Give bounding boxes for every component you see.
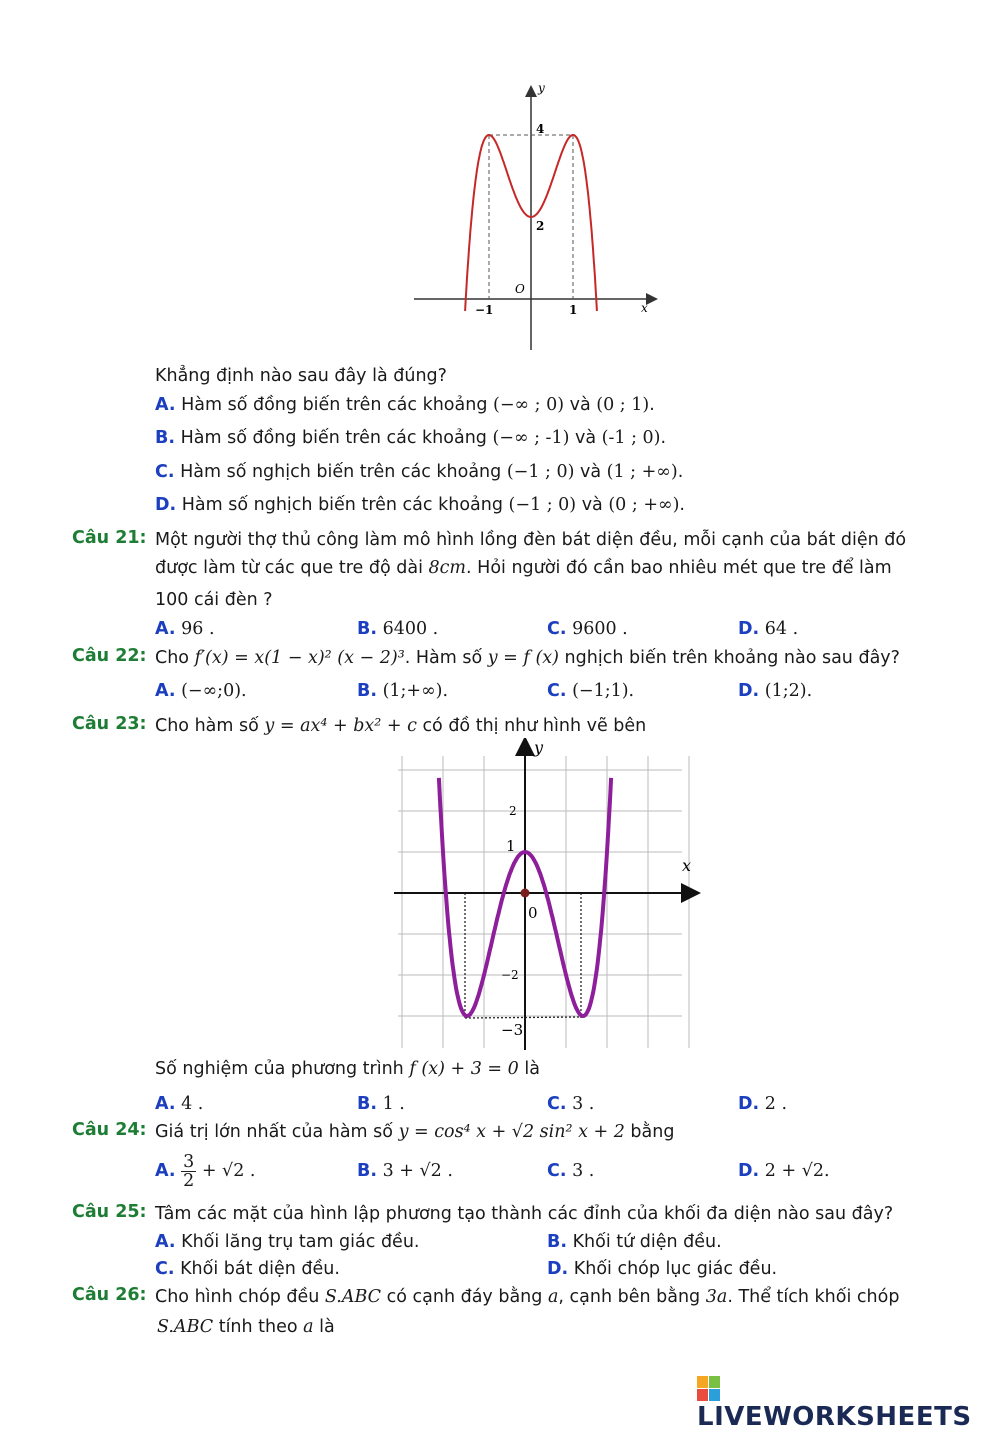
option-and: và [576, 495, 609, 515]
q24-formula: y = cos⁴ x + √2 sin² x + 2 [398, 1122, 625, 1142]
option-label: B. [357, 619, 377, 639]
label-4: 4 [536, 122, 545, 136]
q24-option-a[interactable] [155, 1150, 255, 1192]
label-1: 1 [506, 837, 516, 855]
q23-prompt-post: là [518, 1059, 540, 1079]
q22-formula: f′(x) = x(1 − x)² (x − 2)³ [194, 648, 405, 668]
label-x: x [641, 301, 648, 315]
q20-option-b[interactable] [155, 426, 666, 450]
option-label: C. [155, 1259, 175, 1279]
q20-prompt: Khẳng định nào sau đây là đúng? [155, 366, 447, 386]
q26-t2: , cạnh bên bằng [558, 1287, 706, 1307]
q23-prompt [155, 1057, 540, 1081]
q24-option-b[interactable] [357, 1159, 453, 1183]
label-2: 2 [509, 804, 517, 818]
q24-label: Câu 24: [72, 1120, 147, 1140]
q23-option-c[interactable] [547, 1092, 594, 1116]
option-label: C. [547, 619, 567, 639]
q26-edge-a: a [547, 1287, 559, 1307]
q22-pre: Cho [155, 648, 195, 668]
q23-pre: Cho hàm số [155, 716, 265, 736]
q20-option-a[interactable] [155, 393, 655, 417]
q21-option-d[interactable] [738, 617, 798, 641]
option-label: A. [155, 681, 176, 701]
option-interval-1: (−∞ ; 0) [493, 395, 565, 415]
option-label: A. [155, 1232, 176, 1252]
q23-option-d[interactable] [738, 1092, 787, 1116]
option-label: B. [357, 681, 377, 701]
q22-option-c[interactable] [547, 679, 634, 703]
option-value: Khối chóp lục giác đều. [573, 1259, 778, 1279]
q26-pyramid: S.ABC [324, 1287, 382, 1307]
q21-option-b[interactable] [357, 617, 438, 641]
option-value: + √2 . [196, 1161, 256, 1181]
q26-t5: là [313, 1317, 335, 1337]
q21-line-2a: được làm từ các que tre độ dài [155, 558, 429, 578]
q21-line-1: Một người thợ thủ công làm mô hình lồng đèn bát diện đều, mỗi cạnh của bát diện đó [155, 530, 907, 550]
label-neg3: −3 [501, 1021, 524, 1039]
q25-label: Câu 25: [72, 1202, 147, 1222]
option-label: C. [155, 462, 175, 482]
min-guide [465, 1017, 581, 1018]
q21-label: Câu 21: [72, 528, 147, 548]
option-label: A. [155, 1094, 176, 1114]
option-value: 96 . [181, 619, 215, 639]
option-value: 64 . [764, 619, 799, 639]
q26-pyramid-2: S.ABC [157, 1317, 214, 1337]
option-interval-2: (0 ; +∞) [608, 495, 680, 515]
fraction-denominator: 2 [183, 1170, 195, 1191]
q21-line-3: 100 cái đèn ? [155, 590, 273, 610]
option-interval-1: (−∞ ; -1) [492, 428, 570, 448]
q23-prompt-formula: f (x) + 3 = 0 [409, 1059, 519, 1079]
option-and: và [564, 395, 597, 415]
option-value: (−1;1). [572, 681, 635, 701]
q20-option-d[interactable] [155, 493, 685, 517]
label-0: 0 [528, 904, 538, 922]
option-value: 2 + √2. [764, 1161, 830, 1181]
footer-brand[interactable] [697, 1376, 1000, 1432]
q25-option-d[interactable] [547, 1257, 777, 1281]
label-neg1: −1 [475, 303, 494, 317]
label-origin: O [515, 282, 525, 296]
q24-post: bằng [624, 1122, 675, 1142]
label-1: 1 [569, 303, 578, 317]
label-x: x [682, 856, 692, 875]
option-value: 3 . [572, 1161, 595, 1181]
option-value: 3 + √2 . [382, 1161, 453, 1181]
option-label: C. [547, 681, 567, 701]
option-value: Khối tứ diện đều. [572, 1232, 722, 1252]
option-label: B. [357, 1094, 377, 1114]
option-value: (1;2). [764, 681, 813, 701]
option-and: và [574, 462, 607, 482]
q26-t4: tính theo [213, 1317, 304, 1337]
option-value: 2 . [764, 1094, 788, 1114]
q24-pre: Giá trị lớn nhất của hàm số [155, 1122, 399, 1142]
q26-t3: . Thể tích khối chóp [727, 1287, 900, 1307]
option-value: 3 . [572, 1094, 595, 1114]
option-end: . [679, 495, 685, 515]
option-text: Hàm số nghịch biến trên các khoảng [181, 495, 509, 515]
option-label: D. [155, 495, 177, 515]
q23-text [155, 714, 646, 738]
q26-line-1 [155, 1285, 899, 1309]
q23-formula: y = ax⁴ + bx² + c [264, 716, 417, 736]
option-interval-2: (1 ; +∞) [606, 462, 678, 482]
q21-line-2b: . Hỏi người đó cần bao nhiêu mét que tre để làm [466, 558, 892, 578]
option-end: . [660, 428, 667, 448]
q26-var-a: a [303, 1317, 314, 1337]
option-value: Khối bát diện đều. [180, 1259, 340, 1279]
option-label: C. [547, 1161, 567, 1181]
option-end: . [677, 462, 684, 482]
q22-option-a[interactable] [155, 679, 247, 703]
option-value: (−∞;0). [181, 681, 247, 701]
origin-dot [521, 889, 530, 898]
option-label: B. [547, 1232, 567, 1252]
q23-option-b[interactable] [357, 1092, 405, 1116]
fraction [181, 1153, 196, 1190]
q25-option-c[interactable] [155, 1257, 340, 1281]
option-value: 6400 . [382, 619, 439, 639]
q24-option-c[interactable] [547, 1159, 594, 1183]
footer-brand-text: LIVEWORKSHEETS [697, 1402, 972, 1432]
option-interval-1: (−1 ; 0) [506, 462, 575, 482]
q25-option-a[interactable] [155, 1230, 419, 1254]
graph-2 [390, 738, 705, 1053]
option-and: và [569, 428, 602, 448]
option-value: 1 . [382, 1094, 405, 1114]
option-value: 9600 . [572, 619, 628, 639]
option-text: Hàm số đồng biến trên các khoảng [180, 428, 493, 448]
label-y: y [534, 738, 544, 757]
q21-option-c[interactable] [547, 617, 628, 641]
q22-text [155, 646, 900, 670]
option-label: C. [547, 1094, 567, 1114]
q26-t1: có cạnh đáy bằng [381, 1287, 548, 1307]
option-label: B. [357, 1161, 377, 1181]
q26-edge-3a: 3a [705, 1287, 728, 1307]
q22-func: y = f (x) [487, 648, 559, 668]
option-interval-2: (-1 ; 0) [601, 428, 661, 448]
q22-post: nghịch biến trên khoảng nào sau đây? [558, 648, 900, 668]
label-y: y [538, 81, 545, 95]
option-text: Hàm số nghịch biến trên các khoảng [180, 462, 507, 482]
q21-length: 8cm [428, 558, 467, 578]
q24-option-d[interactable] [738, 1159, 830, 1183]
graph-1 [400, 78, 670, 358]
option-label: D. [547, 1259, 569, 1279]
q23-prompt-pre: Số nghiệm của phương trình [155, 1059, 410, 1079]
option-label: A. [155, 1161, 176, 1181]
q22-option-b[interactable] [357, 679, 448, 703]
option-label: D. [738, 681, 760, 701]
q22-mid: . Hàm số [404, 648, 488, 668]
option-label: D. [738, 1161, 760, 1181]
q26-line-2 [157, 1315, 335, 1339]
q21-option-a[interactable] [155, 617, 215, 641]
option-label: A. [155, 395, 176, 415]
option-value: 4 . [181, 1094, 204, 1114]
q22-label: Câu 22: [72, 646, 147, 666]
q25-option-b[interactable] [547, 1230, 722, 1254]
option-value: Khối lăng trụ tam giác đều. [181, 1232, 420, 1252]
q23-option-a[interactable] [155, 1092, 203, 1116]
q25-text: Tâm các mặt của hình lập phương tạo thành các đỉnh của khối đa diện nào sau đây? [155, 1204, 894, 1224]
q26-label: Câu 26: [72, 1285, 147, 1305]
q22-option-d[interactable] [738, 679, 812, 703]
q20-option-c[interactable] [155, 460, 683, 484]
option-label: B. [155, 428, 175, 448]
q26-pre: Cho hình chóp đều [155, 1287, 325, 1307]
label-neg2: −2 [501, 968, 519, 982]
option-label: D. [738, 619, 760, 639]
option-interval-1: (−1 ; 0) [508, 495, 577, 515]
option-label: D. [738, 1094, 760, 1114]
q23-post: có đồ thị như hình vẽ bên [416, 716, 647, 736]
option-text: Hàm số đồng biến trên các khoảng [181, 395, 493, 415]
option-end: . [649, 395, 655, 415]
q24-text [155, 1120, 674, 1144]
option-interval-2: (0 ; 1) [596, 395, 650, 415]
liveworksheets-logo-icon [697, 1376, 721, 1402]
label-2: 2 [536, 219, 545, 233]
option-value: (1;+∞). [382, 681, 449, 701]
q23-label: Câu 23: [72, 714, 147, 734]
q21-line-2 [155, 556, 892, 580]
fraction-numerator: 3 [183, 1151, 195, 1172]
option-label: A. [155, 619, 176, 639]
